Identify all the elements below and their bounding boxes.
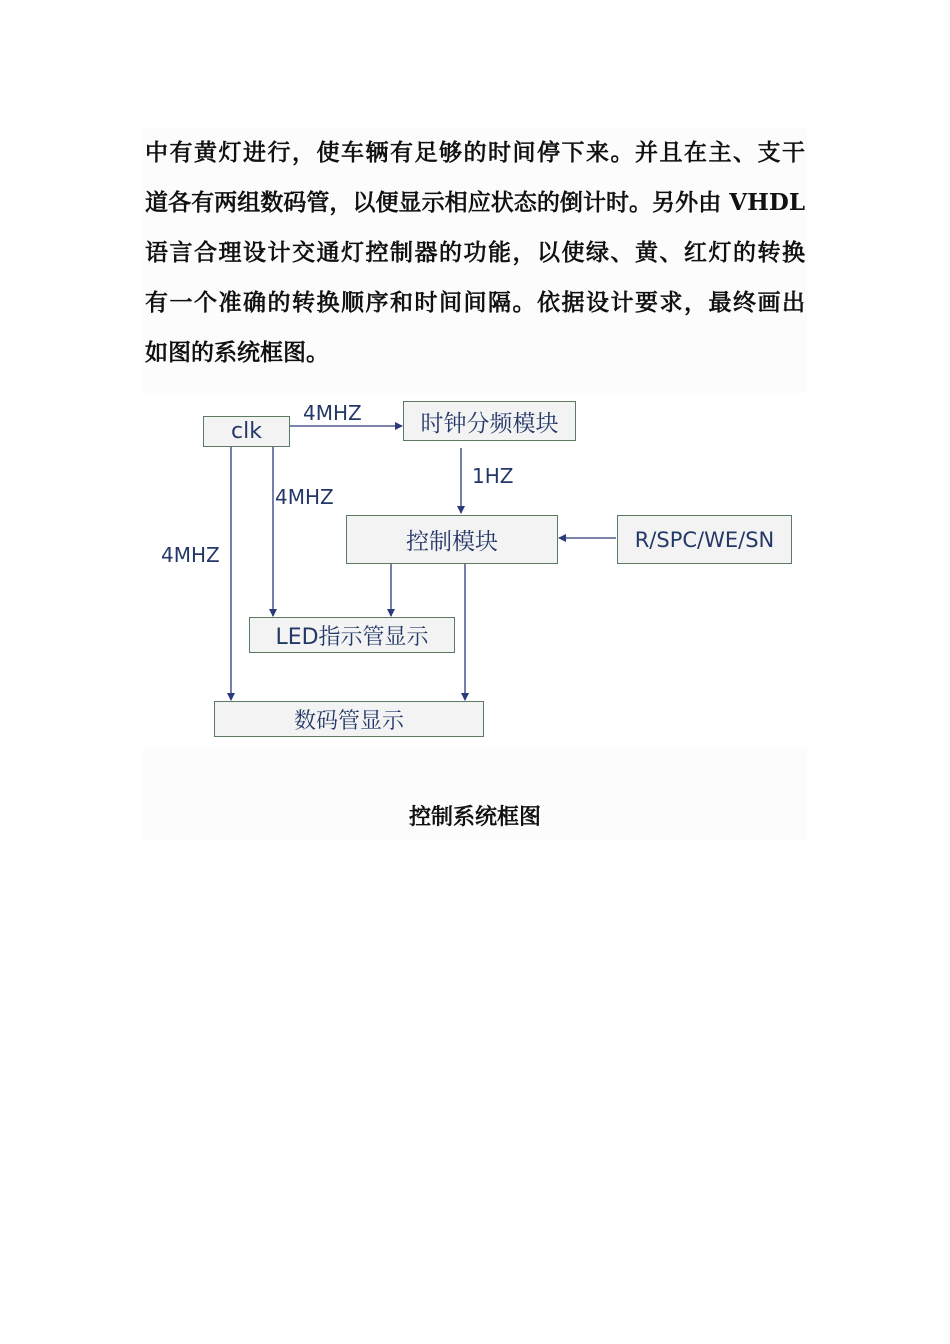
clk-node — [203, 416, 290, 447]
edge-label-divider-control: 1HZ — [472, 464, 514, 488]
clock-divider-node — [403, 401, 576, 441]
paragraph-line: 中有黄灯进行，使车辆有足够的时间停下来。并且在主、支干 — [145, 139, 805, 166]
digit-display-label: 数码管显示 — [293, 708, 404, 734]
paragraph-line: 语言合理设计交通灯控制器的功能，以使绿、黄、红灯的转换 — [145, 239, 805, 266]
input-signals-label: R/SPC/WE/SN — [634, 527, 775, 552]
input-signals-node — [617, 515, 792, 564]
edge-label-clk-divider: 4MHZ — [303, 401, 362, 425]
paragraph-line: 有一个准确的转换顺序和时间间隔。依据设计要求，最终画出 — [145, 289, 805, 316]
control-module-label: 控制模块 — [406, 529, 498, 555]
system-block-diagram — [143, 393, 807, 748]
led-display-node — [249, 617, 455, 653]
body-paragraph — [145, 128, 805, 378]
edge-label-clk-digit: 4MHZ — [161, 543, 220, 567]
clk-label: clk — [231, 419, 262, 444]
control-module-node — [346, 515, 558, 564]
digit-display-node — [214, 701, 484, 737]
figure-caption: 控制系统框图 — [408, 804, 541, 830]
paragraph-line: 道各有两组数码管，以便显示相应状态的倒计时。另外由 VHDL — [145, 189, 805, 216]
led-display-label: LED指示管显示 — [275, 624, 429, 650]
clock-divider-label: 时钟分频模块 — [420, 410, 559, 437]
paragraph-line: 如图的系统框图。 — [145, 339, 329, 366]
edge-label-clk-led: 4MHZ — [275, 485, 334, 509]
